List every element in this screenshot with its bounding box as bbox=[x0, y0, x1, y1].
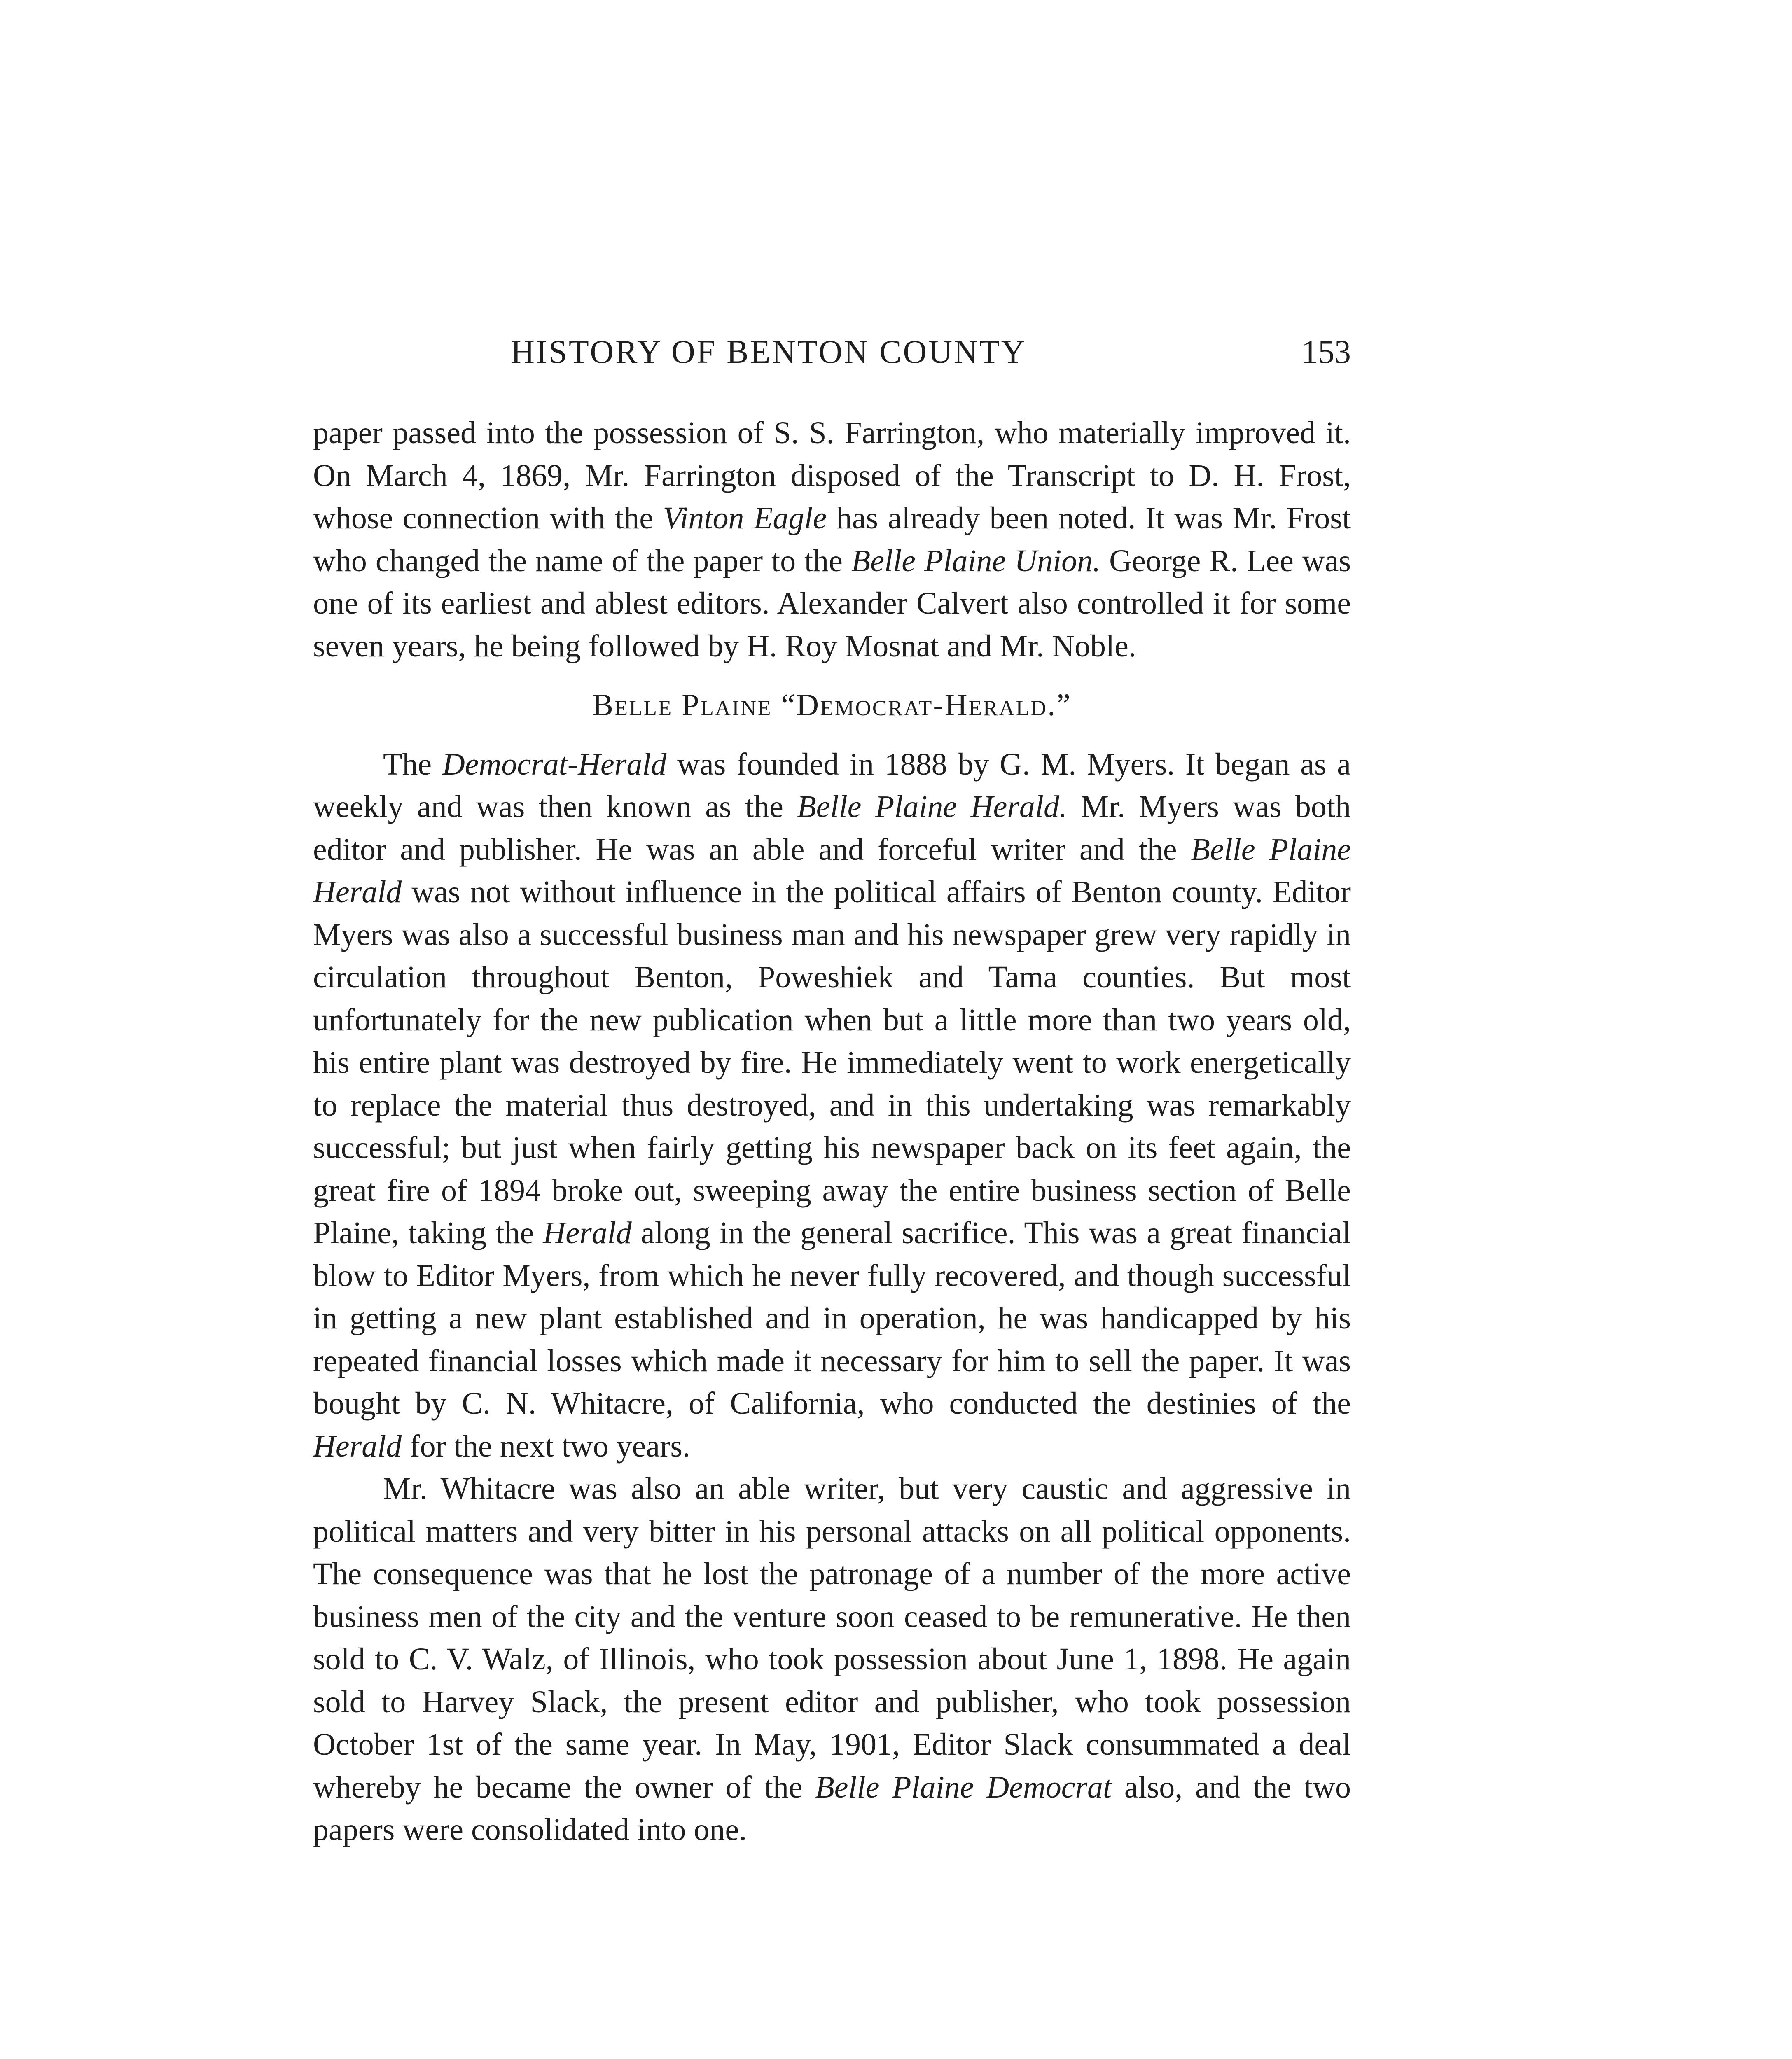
newspaper-title: Vinton Eagle bbox=[663, 501, 827, 535]
newspaper-title: Belle Plaine Union. bbox=[851, 543, 1101, 578]
running-title: HISTORY OF BENTON COUNTY bbox=[511, 334, 1027, 370]
newspaper-title: Belle Plaine Herald. bbox=[797, 789, 1068, 824]
text-run: Mr. Myers was both editor and publisher. He was an able and forceful writer and the bbox=[313, 789, 1351, 867]
newspaper-title: Herald bbox=[313, 1429, 402, 1464]
paragraph-continuation bbox=[313, 412, 1351, 668]
text-run: for the next two years. bbox=[402, 1429, 690, 1464]
newspaper-title: Herald bbox=[543, 1216, 632, 1250]
text-run: paper passed into the possession of S. S. Farrington, who materially improved it. On March 4, 1869, Mr. Farrington disposed of the Transcript to D. H. Frost, whose connection with the bbox=[313, 416, 1351, 535]
text-run: along in the general sacrifice. This was a great financial blow to Editor Myers, from which he never fully recovered, and though successful in getting a new plant established and in operation, he was handicapped by his repeated financial losses which made it necessary for him to sell the paper. It was bought by C. N. Whitacre, of California, who conducted the destinies of the bbox=[313, 1216, 1351, 1421]
text-run: The bbox=[383, 747, 442, 782]
newspaper-title: Democrat-Herald bbox=[442, 747, 667, 782]
page-number: 153 bbox=[1301, 334, 1351, 370]
paragraph bbox=[313, 743, 1351, 1468]
text-run: has already been noted. It was Mr. Frost who changed the name of the paper to the bbox=[313, 501, 1351, 578]
text-run: was not without influence in the political affairs of Benton county. Editor Myers was also a successful business man and his newspaper grew very rapidly in circulation throughout Benton, Poweshiek and Tama counties. But most unfortunately for the new publication when but a little more than two years old, his entire plant was destroyed by fire. He immediately went to work energetically to replace the material thus destroyed, and in this undertaking was remarkably successful; but just when fairly getting his newspaper back on its feet again, the great fire of 1894 broke out, sweeping away the entire business section of Belle Plaine, taking the bbox=[313, 875, 1351, 1250]
newspaper-title: Belle Plaine Democrat bbox=[815, 1770, 1112, 1805]
paragraph bbox=[313, 1468, 1351, 1851]
text-run: was founded in 1888 by G. M. Myers. It began as a weekly and was then known as the bbox=[313, 747, 1351, 824]
text-run: George R. Lee was one of its earliest and ablest editors. Alexander Calvert also controlled it for some seven years, he being followed by H. Roy Mosnat and Mr. Noble. bbox=[313, 543, 1351, 663]
section-heading: Belle Plaine “Democrat-Herald.” bbox=[592, 688, 1072, 722]
newspaper-title: Belle Plaine Herald bbox=[313, 832, 1351, 909]
main-text bbox=[313, 412, 1351, 1851]
running-header bbox=[313, 329, 1351, 375]
text-run: Mr. Whitacre was also an able writer, but very caustic and aggressive in political matters and very bitter in his personal attacks on all political opponents. The consequence was that he lost the patronage of a number of the more active business men of the city and the venture soon ceased to be remunerative. He then sold to C. V. Walz, of Illinois, who took possession about June 1, 1898. He again sold to Harvey Slack, the present editor and publisher, who took possession October 1st of the same year. In May, 1901, Editor Slack consummated a deal whereby he became the owner of the bbox=[313, 1471, 1351, 1805]
text-run: also, and the two papers were consolidated into one. bbox=[313, 1770, 1351, 1847]
